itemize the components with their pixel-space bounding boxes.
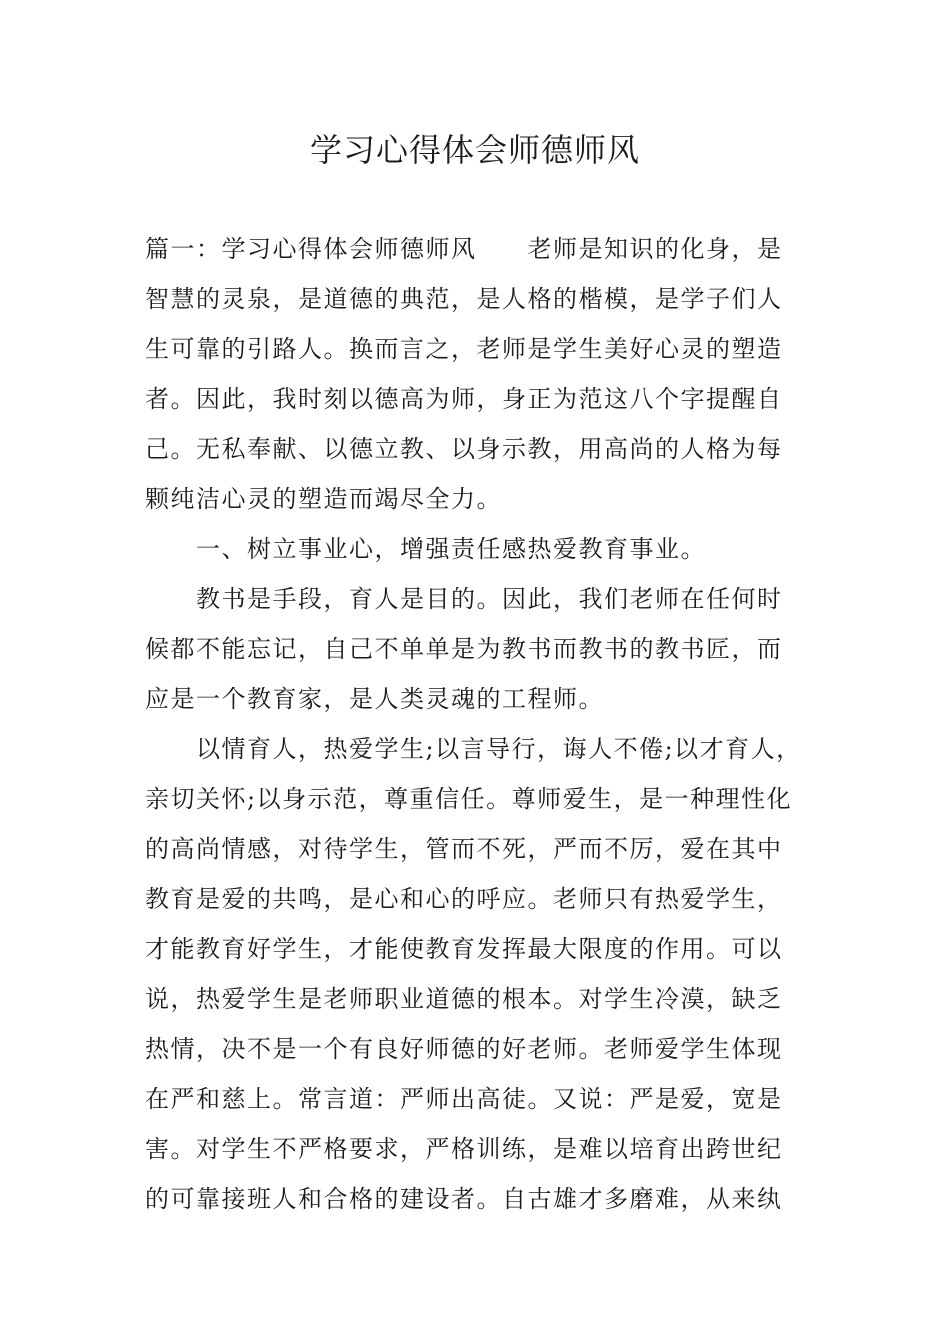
text-line-20: 的可靠接班人和合格的建设者。自古雄才多磨难，从来纨 [145,1185,783,1213]
text-line-17: 热情，决不是一个有良好师德的好老师。老师爱学生体现 [145,1035,783,1063]
text-line-7: 一、树立事业心，增强责任感热爱教育事业。 [145,535,706,563]
text-line-4: 者。因此，我时刻以德高为师，身正为范这八个字提醒自 [145,385,783,413]
text-line-15: 才能教育好学生，才能使教育发挥最大限度的作用。可以 [145,935,783,963]
text-line-2: 智慧的灵泉，是道德的典范，是人格的楷模，是学子们人 [145,285,783,313]
text-line-11: 以情育人，热爱学生;以言导行，诲人不倦;以才育人， [145,735,802,763]
text-line-8: 教书是手段，育人是目的。因此，我们老师在任何时 [145,585,783,613]
text-line-9: 候都不能忘记，自己不单单是为教书而教书的教书匠，而 [145,635,783,663]
document-title: 学习心得体会师德师风 [309,131,640,169]
text-line-1: 篇一：学习心得体会师德师风 老师是知识的化身，是 [145,235,783,263]
text-line-3: 生可靠的引路人。换而言之，老师是学生美好心灵的塑造 [145,335,783,363]
text-line-6: 颗纯洁心灵的塑造而竭尽全力。 [145,485,502,513]
text-line-16: 说，热爱学生是老师职业道德的根本。对学生冷漠，缺乏 [145,985,783,1013]
text-line-12: 亲切关怀;以身示范，尊重信任。尊师爱生，是一种理性化 [145,785,793,813]
text-line-5: 己。无私奉献、以德立教、以身示教，用高尚的人格为每 [145,435,783,463]
text-line-19: 害。对学生不严格要求，严格训练，是难以培育出跨世纪 [145,1135,783,1163]
text-line-14: 教育是爱的共鸣，是心和心的呼应。老师只有热爱学生， [145,885,783,913]
text-line-10: 应是一个教育家，是人类灵魂的工程师。 [145,685,604,713]
text-line-18: 在严和慈上。常言道：严师出高徒。又说：严是爱，宽是 [145,1085,783,1113]
text-line-13: 的高尚情感，对待学生，管而不死，严而不厉，爱在其中 [145,835,783,863]
